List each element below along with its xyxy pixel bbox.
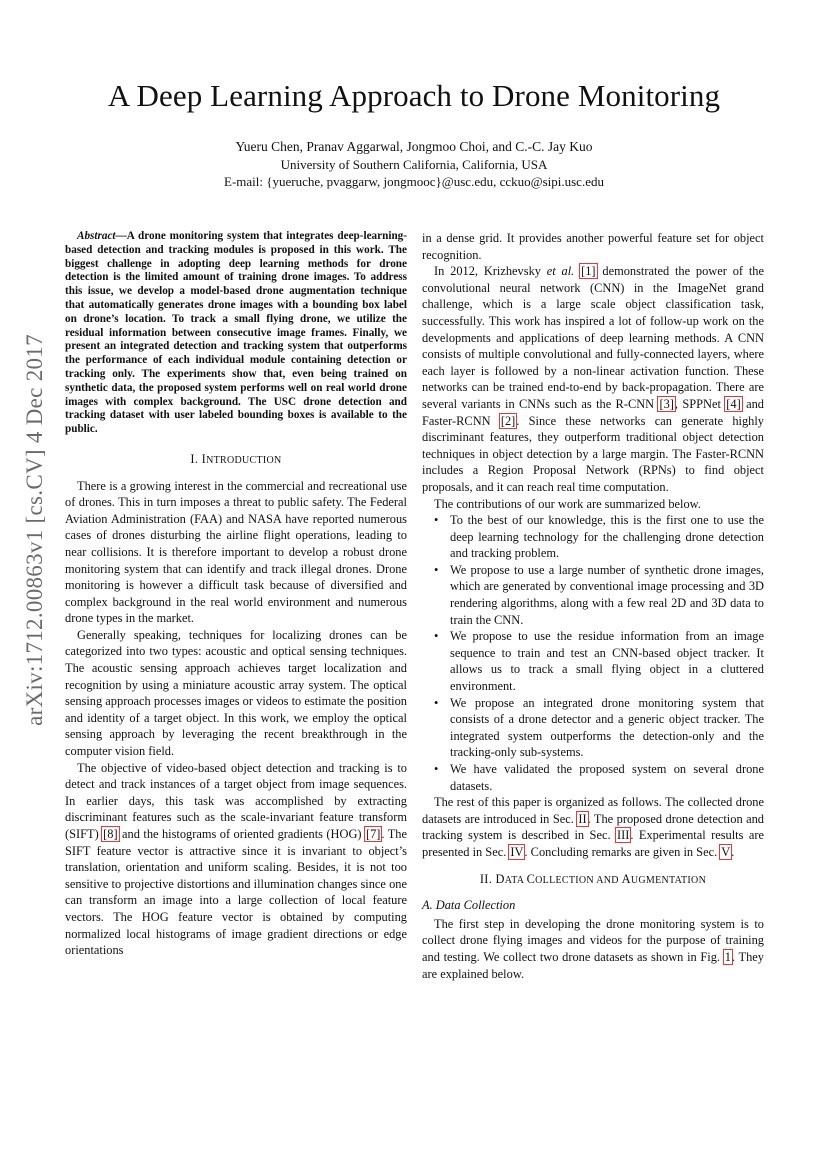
section-link[interactable]: II bbox=[578, 811, 587, 826]
intro-paragraph-2: Generally speaking, techniques for localizing drones can be categorized into two types: acoustic and optical sensing techniques. The acoustic sensing approach achieves target localization and recognition by using a miniature acoustic array system. The optical sensing approach processes images or videos to estimate the position and identity of a target object. In this work, we employ the optical sensing approach by leveraging the recent breakthrough in the computer vision field. bbox=[65, 627, 407, 759]
abstract-lead: Abstract bbox=[77, 230, 116, 242]
abstract bbox=[65, 230, 407, 437]
citation-link[interactable]: [3] bbox=[659, 396, 674, 411]
section-link[interactable]: V bbox=[721, 844, 731, 859]
list-item: • We have validated the proposed system on several drone datasets. bbox=[450, 761, 764, 794]
figure-link[interactable]: 1 bbox=[724, 949, 731, 964]
section-link[interactable]: III bbox=[616, 828, 630, 843]
abstract-text: —A drone monitoring system that integrates deep-learning-based detection and tracking modules is proposed in this work. The biggest challenge in adopting deep learning methods for drone detection is the limited amount of training drone images. To address this issue, we develop a model-based drone augmentation technique that automatically generates drone images with a bounding box label on drone’s location. To track a small flying drone, we utilize the residual information between consecutive image frames. Finally, we present an integrated detection and tracking system that outperforms the performance of each individual module containing detection or tracking only. The experiments show that, even being trained on synthetic data, the proposed system performs well on real world drone images with complex background. The USC drone detection and tracking dataset with user labeled bounding boxes is available to the public. bbox=[65, 230, 407, 436]
intro-paragraph-6: The rest of this paper is organized as follows. The collected drone datasets are introduced in Sec. II. The proposed drone detection and tracking system is described in Sec. III. Experimental results are presented in Sec. IV. Concluding remarks are given in Sec. V. bbox=[422, 795, 764, 859]
citation-link[interactable]: [2] bbox=[500, 413, 516, 428]
author-list: Yueru Chen, Pranav Aggarwal, Jongmoo Choi, and C.-C. Jay Kuo bbox=[235, 139, 593, 154]
contributions-list bbox=[422, 512, 764, 794]
list-item: • We propose an integrated drone monitoring system that consists of a drone detector and a generic object tracker. The integrated system outperforms the detection-only and the tracking-only sub-systems. bbox=[450, 695, 764, 761]
intro-paragraph-5: The contributions of our work are summarized below. bbox=[434, 496, 701, 511]
intro-paragraph-4: In 2012, Krizhevsky et al. [1] demonstrated the power of the convolutional neural network (CNN) in the ImageNet grand challenge, which is a large scale object classification task, successfully. This work has inspired a lot of follow-up work on the developments and applications of deep learning methods. A CNN consists of multiple convolutional and fully-connected layers, where each layer is followed by a non-linear activation function. These networks can be trained end-to-end by back-propagation. There are several variants in CNNs such as the R-CNN [3], SPPNet [4] and Faster-RCNN [2]. Since these networks can generate highly discriminant features, they outperform traditional object detection techniques in object detection by a large margin. The Faster-RCNN includes a Region Proposal Network (RPNs) to find object proposals, and it can reach real time computation. bbox=[422, 264, 764, 494]
citation-link[interactable]: [7] bbox=[365, 827, 381, 842]
citation-link[interactable]: [8] bbox=[103, 827, 118, 842]
data-collection-paragraph: The first step in developing the drone monitoring system is to collect drone flying images and videos for the purpose of training and testing. We collect two drone datasets as shown in Fig. 1. They are explained below. bbox=[422, 916, 764, 981]
list-item: • We propose to use a large number of synthetic drone images, which are generated by conventional image processing and 3D rendering algorithms, along with a few real 2D and 3D data to train the CNN. bbox=[450, 562, 764, 628]
list-item: • To the best of our knowledge, this is the first one to use the deep learning technology for the challenging drone detection and tracking problem. bbox=[450, 512, 764, 562]
intro-paragraph-3-continued: in a dense grid. It provides another powerful feature set for object recognition. bbox=[422, 231, 764, 262]
left-column bbox=[65, 230, 407, 959]
paper-title: A Deep Learning Approach to Drone Monitoring bbox=[107, 78, 721, 113]
affiliation: University of Southern California, California, USA bbox=[280, 157, 548, 172]
citation-link[interactable]: [4] bbox=[726, 396, 741, 411]
section-heading-introduction: I. INTRODUCTION bbox=[190, 451, 282, 466]
list-item: • We propose to use the residue information from an image sequence to train and test an CNN-based object tracker. It allows us to track a small flying object in a cluttered environment. bbox=[450, 628, 764, 694]
intro-paragraph-1: There is a growing interest in the commercial and recreational use of drones. This in turn imposes a threat to public safety. The Federal Aviation Administration (FAA) and NASA have reported numerous cases of drones disturbing the airline flight operations, leading to near collisions. It is therefore important to develop a robust drone monitoring system that can identify and track illegal drones. Drone monitoring is however a difficult task because of diversified and complex background in the real world environment and numerous drone types in the market. bbox=[65, 478, 407, 626]
citation-link[interactable]: [1] bbox=[581, 264, 596, 279]
right-column bbox=[422, 230, 764, 982]
arxiv-identifier: arXiv:1712.00863v1 [cs.CV] 4 Dec 2017 bbox=[22, 334, 47, 726]
arxiv-sidebar bbox=[18, 210, 52, 850]
subsection-heading-data-collection: A. Data Collection bbox=[422, 898, 516, 913]
section-link[interactable]: IV bbox=[510, 844, 524, 859]
intro-paragraph-3: The objective of video-based object detection and tracking is to detect and track instances of a target object from image sequences. In earlier days, this task was accomplished by extracting discriminant features such as the scale-invariant feature transform (SIFT) [8] and the histograms of oriented gradients (HOG) [7]. The SIFT feature vector is attractive since it is invariant to object’s translation, orientation and uniform scaling. Besides, it is not too sensitive to projective distortions and illumination changes since one can transform an image into a large collection of local feature vectors. The HOG feature vector is obtained by computing normalized local histograms of image gradient directions or edge orientations bbox=[65, 760, 407, 958]
section-heading-data-collection: II. DATA COLLECTION AND AUGMENTATION bbox=[479, 871, 707, 886]
author-email: E-mail: {yueruche, pvaggarw, jongmooc}@usc.edu, cckuo@sipi.usc.edu bbox=[224, 174, 604, 189]
